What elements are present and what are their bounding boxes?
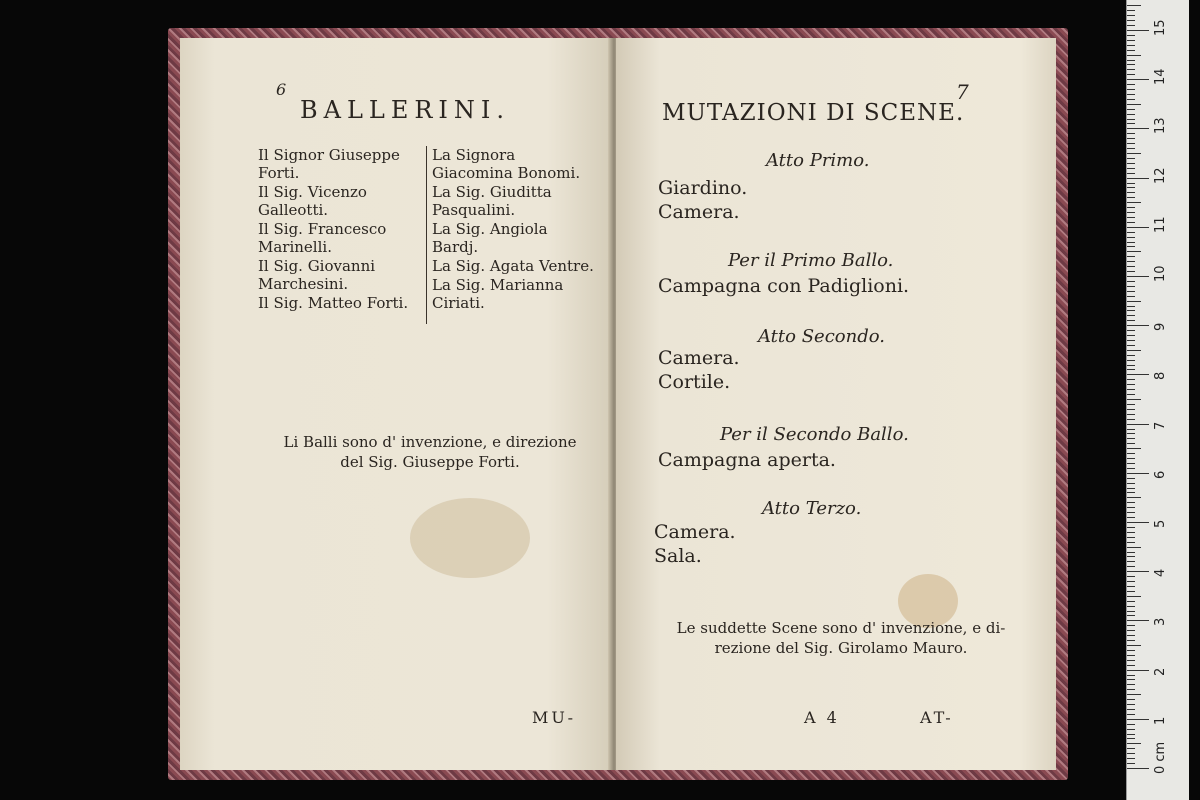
ruler-tick — [1127, 10, 1135, 11]
list-item: La Sig. Agata Ventre. — [432, 257, 594, 275]
ruler-tick — [1127, 689, 1135, 690]
ruler-tick — [1127, 473, 1149, 474]
ruler-tick — [1127, 232, 1135, 233]
ruler-tick — [1127, 443, 1135, 444]
ruler-tick — [1127, 237, 1135, 238]
ruler-tick — [1127, 55, 1141, 56]
ruler-tick — [1127, 684, 1135, 685]
ruler-tick — [1127, 566, 1135, 567]
ruler-tick — [1127, 306, 1135, 307]
ruler-tick — [1127, 679, 1135, 680]
ruler-tick — [1127, 69, 1135, 70]
ruler-tick — [1127, 30, 1149, 31]
ruler-tick — [1127, 138, 1135, 139]
scene-credit-note — [646, 618, 1036, 658]
note-line: del Sig. Giuseppe Forti. — [340, 453, 520, 471]
ruler-tick — [1127, 458, 1135, 459]
ruler-tick — [1127, 537, 1135, 538]
ruler-tick — [1127, 615, 1135, 616]
ruler-label: 3 — [1153, 618, 1168, 627]
ruler-tick — [1127, 379, 1135, 380]
ruler-tick — [1127, 448, 1141, 449]
ruler-tick — [1127, 286, 1135, 287]
ruler-tick — [1127, 734, 1135, 735]
ruler-tick — [1127, 143, 1135, 144]
ruler-tick — [1127, 133, 1135, 134]
ruler-tick — [1127, 94, 1135, 95]
ruler-tick — [1127, 296, 1135, 297]
ruler-tick — [1127, 89, 1135, 90]
ruler-tick — [1127, 581, 1135, 582]
paper-stain — [410, 498, 530, 578]
scene-item: Camera. — [658, 347, 740, 369]
ruler-tick — [1127, 640, 1135, 641]
ruler-tick — [1127, 315, 1135, 316]
act-title: Atto Primo. — [766, 150, 870, 171]
list-item: Il Sig. Matteo Forti. — [258, 294, 409, 312]
ruler-tick — [1127, 714, 1135, 715]
ruler-tick — [1127, 74, 1135, 75]
ruler-tick — [1127, 99, 1135, 100]
ruler-tick — [1127, 404, 1135, 405]
ruler-tick — [1127, 246, 1135, 247]
ruler-tick — [1127, 433, 1135, 434]
ruler-tick — [1127, 192, 1135, 193]
catchword: AT- — [920, 708, 954, 727]
ruler-tick — [1127, 35, 1135, 36]
scene-item: Cortile. — [658, 371, 731, 393]
list-item: La Sig. Angiola Bardj. — [432, 220, 548, 256]
ruler-tick — [1127, 512, 1135, 513]
ruler-tick — [1127, 114, 1135, 115]
ruler-tick — [1127, 468, 1135, 469]
ruler-tick — [1127, 424, 1149, 425]
ruler-tick — [1127, 645, 1141, 646]
ruler-label: 8 — [1153, 372, 1168, 381]
ruler-tick — [1127, 40, 1135, 41]
ruler-tick — [1127, 547, 1141, 548]
ruler-tick — [1127, 183, 1135, 184]
ruler-tick — [1127, 345, 1135, 346]
ruler-tick — [1127, 374, 1149, 375]
ruler-tick — [1127, 119, 1135, 120]
ruler-tick — [1127, 360, 1135, 361]
measurement-ruler — [1126, 0, 1189, 800]
list-item: La Sig. Marianna Ciriati. — [432, 276, 564, 312]
ballo-title: Per il Primo Ballo. — [728, 250, 894, 271]
scene-item: Campagna con Padiglioni. — [658, 275, 910, 297]
ruler-tick — [1127, 163, 1135, 164]
ruler-tick — [1127, 625, 1135, 626]
note-line: Li Balli sono d' invenzione, e direzione — [283, 433, 577, 451]
ruler-tick — [1127, 596, 1141, 597]
ruler-tick — [1127, 276, 1149, 277]
act-title: Atto Secondo. — [758, 326, 885, 347]
right-page-heading: MUTAZIONI DI SCENE. — [662, 100, 965, 126]
ruler-tick — [1127, 330, 1135, 331]
ruler-tick — [1127, 660, 1135, 661]
ruler-tick — [1127, 507, 1135, 508]
ruler-tick — [1127, 212, 1135, 213]
list-item: La Sig. Giuditta Pasqualini. — [432, 183, 552, 219]
ruler-label: 9 — [1153, 322, 1168, 332]
ruler-tick — [1127, 665, 1135, 666]
ruler-tick — [1127, 45, 1135, 46]
ruler-tick — [1127, 291, 1135, 292]
ruler-tick — [1127, 611, 1135, 612]
ruler-tick — [1127, 271, 1135, 272]
ruler-tick — [1127, 522, 1149, 523]
ruler-tick — [1127, 670, 1149, 671]
right-page — [616, 38, 1056, 770]
ruler-tick — [1127, 153, 1141, 154]
note-line: Le suddette Scene sono d' invenzione, e di- — [676, 619, 1006, 637]
ruler-tick — [1127, 586, 1135, 587]
scene-item: Camera. — [654, 521, 736, 543]
ruler-tick — [1127, 488, 1135, 489]
note-line: rezione del Sig. Girolamo Mauro. — [714, 639, 968, 657]
ruler-tick — [1127, 409, 1135, 410]
ruler-label: 0 cm — [1153, 741, 1168, 774]
list-item: La Signora Giacomina Bonomi. — [432, 146, 581, 182]
ruler-tick — [1127, 384, 1135, 385]
ruler-tick — [1127, 675, 1135, 676]
ruler-tick — [1127, 399, 1141, 400]
ruler-tick — [1127, 5, 1141, 6]
left-page-number: 6 — [276, 80, 287, 99]
signature-mark: A 4 — [804, 708, 840, 727]
ruler-tick — [1127, 227, 1149, 228]
ruler-tick — [1127, 758, 1135, 759]
ruler-tick — [1127, 768, 1149, 769]
ruler-tick — [1127, 301, 1141, 302]
ruler-label: 15 — [1153, 19, 1168, 36]
ruler-tick — [1127, 281, 1135, 282]
ruler-tick — [1127, 463, 1135, 464]
ruler-tick — [1127, 606, 1135, 607]
ruler-tick — [1127, 217, 1135, 218]
ruler-tick — [1127, 517, 1135, 518]
list-item: Il Sig. Francesco Marinelli. — [258, 220, 387, 256]
ruler-tick — [1127, 389, 1135, 390]
catchword: MU- — [532, 708, 576, 727]
ruler-tick — [1127, 738, 1135, 739]
ruler-tick — [1127, 763, 1135, 764]
left-page — [180, 38, 612, 770]
right-page-number: 7 — [956, 80, 969, 104]
ruler-label: 2 — [1153, 667, 1168, 676]
ruler-tick — [1127, 753, 1135, 754]
ruler-tick — [1127, 532, 1135, 533]
ruler-tick — [1127, 571, 1149, 572]
ruler-tick — [1127, 369, 1135, 370]
ruler-tick — [1127, 148, 1135, 149]
ruler-tick — [1127, 492, 1135, 493]
scene-item: Campagna aperta. — [658, 449, 836, 471]
ruler-label: 4 — [1153, 568, 1168, 578]
ruler-tick — [1127, 222, 1135, 223]
ruler-tick — [1127, 173, 1135, 174]
ruler-tick — [1127, 15, 1135, 16]
ruler-tick — [1127, 561, 1135, 562]
scene-item: Camera. — [658, 201, 740, 223]
ruler-tick — [1127, 394, 1135, 395]
ruler-tick — [1127, 591, 1135, 592]
ruler-tick — [1127, 325, 1149, 326]
ruler-tick — [1127, 320, 1135, 321]
ballo-title: Per il Secondo Ballo. — [720, 424, 909, 445]
scene-item: Giardino. — [658, 177, 748, 199]
ruler-tick — [1127, 202, 1141, 203]
ruler-tick — [1127, 310, 1135, 311]
ruler-tick — [1127, 50, 1135, 51]
ruler-tick — [1127, 497, 1141, 498]
ruler-label: 10 — [1153, 265, 1168, 282]
ruler-tick — [1127, 64, 1135, 65]
ruler-tick — [1127, 335, 1135, 336]
ruler-tick — [1127, 261, 1135, 262]
ruler-tick — [1127, 650, 1135, 651]
ruler-label: 11 — [1153, 216, 1168, 233]
ruler-tick — [1127, 414, 1135, 415]
scene-item: Sala. — [654, 545, 702, 567]
ruler-tick — [1127, 620, 1149, 621]
ruler-tick — [1127, 242, 1135, 243]
ruler-tick — [1127, 748, 1135, 749]
ruler-tick — [1127, 350, 1141, 351]
ruler-tick — [1127, 60, 1135, 61]
scene-list — [654, 520, 736, 568]
ruler-tick — [1127, 123, 1135, 124]
ruler-tick — [1127, 266, 1135, 267]
ruler-label: 13 — [1153, 117, 1168, 135]
ruler-tick — [1127, 419, 1135, 420]
ruler-tick — [1127, 635, 1135, 636]
ruler-tick — [1127, 576, 1135, 577]
ruler-tick — [1127, 630, 1135, 631]
ruler-tick — [1127, 453, 1135, 454]
ruler-tick — [1127, 256, 1135, 257]
ruler-tick — [1127, 355, 1135, 356]
ruler-tick — [1127, 556, 1135, 557]
ruler-tick — [1127, 79, 1149, 80]
dancers-men-list — [258, 146, 418, 313]
ruler-tick — [1127, 178, 1149, 179]
ruler-tick — [1127, 251, 1141, 252]
ruler-tick — [1127, 128, 1149, 129]
act-title: Atto Terzo. — [762, 498, 862, 519]
ruler-label: 1 — [1153, 716, 1168, 725]
list-item: Il Sig. Giovanni Marchesini. — [258, 257, 376, 293]
ruler-tick — [1127, 109, 1135, 110]
ruler-tick — [1127, 25, 1135, 26]
ruler-tick — [1127, 724, 1135, 725]
ruler-tick — [1127, 743, 1141, 744]
ruler-tick — [1127, 197, 1135, 198]
dancers-women-list — [432, 146, 596, 313]
ruler-tick — [1127, 429, 1135, 430]
scene-list — [658, 346, 740, 394]
column-divider — [426, 146, 427, 324]
ruler-tick — [1127, 158, 1135, 159]
ruler-tick — [1127, 478, 1135, 479]
ruler-label: 6 — [1153, 470, 1168, 479]
ruler-label: 5 — [1153, 519, 1168, 528]
ruler-tick — [1127, 719, 1149, 720]
ruler-tick — [1127, 20, 1135, 21]
ruler-tick — [1127, 552, 1135, 553]
ruler-tick — [1127, 84, 1135, 85]
ruler-tick — [1127, 187, 1135, 188]
ruler-label: 7 — [1153, 421, 1168, 430]
ruler-label: 12 — [1153, 167, 1168, 184]
ruler-tick — [1127, 527, 1135, 528]
ruler-tick — [1127, 655, 1135, 656]
ruler-tick — [1127, 709, 1135, 710]
ruler-tick — [1127, 104, 1141, 105]
left-page-heading: BALLERINI. — [300, 96, 511, 124]
ruler-tick — [1127, 207, 1135, 208]
ruler-tick — [1127, 601, 1135, 602]
ruler-tick — [1127, 704, 1135, 705]
ruler-tick — [1127, 340, 1135, 341]
ruler-tick — [1127, 694, 1141, 695]
ruler-tick — [1127, 483, 1135, 484]
ruler-tick — [1127, 168, 1135, 169]
ruler-tick — [1127, 729, 1135, 730]
ruler-tick — [1127, 699, 1135, 700]
ruler-tick — [1127, 438, 1135, 439]
ruler-tick — [1127, 365, 1135, 366]
scene-list — [658, 176, 747, 224]
list-item: Il Signor Giuseppe Forti. — [258, 146, 400, 182]
ruler-tick — [1127, 502, 1135, 503]
ballet-credit-note — [250, 432, 610, 472]
list-item: Il Sig. Vicenzo Galleotti. — [258, 183, 367, 219]
ruler-label: 14 — [1153, 68, 1168, 86]
ruler-tick — [1127, 542, 1135, 543]
